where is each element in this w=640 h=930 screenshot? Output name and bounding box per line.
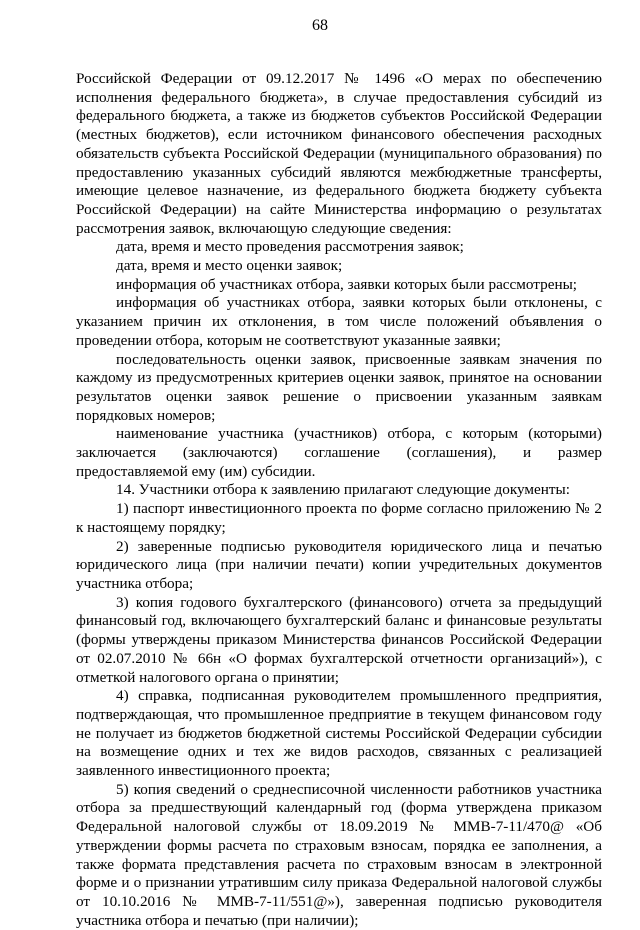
paragraph: последовательность оценки заявок, присвоенные заявкам значения по каждому из предусмотренных критериев оценки заявок, принятое на основании результатов оценки заявок решение о присвоении указанным заявкам порядковых номеров; — [76, 350, 602, 424]
paragraph: 1) паспорт инвестиционного проекта по форме согласно приложению № 2 к настоящему порядку; — [76, 500, 602, 536]
paragraph: Российской Федерации от 09.12.2017 № 1496 «О мерах по обеспечению исполнения федерального бюджета», в случае предоставления субсидий из федерального бюджета, а также из бюджетов субъектов Российской Федерации (местных бюджетов), если источником финансового обеспечения расходных обязательств субъекта Российской Федерации (муниципального образования) по предоставлению указанных субсидий являются межбюджетные трансферты, имеющие целевое назначение, из федерального бюджета бюджету субъекта Российской Федерации) на сайте Министерства информацию о результатах рассмотрения заявок, включающую следующие сведения: — [76, 70, 602, 237]
document-body — [76, 70, 602, 930]
paragraph: информация об участниках отбора, заявки которых были отклонены, с указанием причин их отклонения, в том числе положений объявления о проведении отбора, которым не соответствуют указанные заявки; — [76, 294, 602, 349]
paragraph: наименование участника (участников) отбора, с которым (которыми) заключается (заключаются) соглашение (соглашения), и размер предоставляемой ему (им) субсидии. — [76, 425, 602, 480]
paragraph: дата, время и место проведения рассмотрения заявок; — [116, 238, 464, 256]
paragraph: дата, время и место оценки заявок; — [116, 257, 343, 275]
paragraph: 3) копия годового бухгалтерского (финансового) отчета за предыдущий финансовый год, включающего бухгалтерский баланс и финансовые результаты (формы утверждены приказом Министерства финансов Российской Федерации от 02.07.2010 № 66н «О формах бухгалтерской отчетности организаций»), с отметкой налогового органа о принятии; — [76, 593, 602, 686]
paragraph: информация об участниках отбора, заявки которых были рассмотрены; — [116, 275, 578, 293]
paragraph: 5) копия сведений о среднесписочной численности работников участника отбора за предшествующий календарный год (форма утверждена приказом Федеральной налоговой службы от 18.09.2019 № ММВ-7-11/470@ «Об утверждении формы расчета по страховым взносам, порядка ее заполнения, а также формата представления расчета по страховым взносам в электронной форме и о признании утратившим силу приказа Федеральной налоговой службы от 10.10.2016 № ММВ-7-11/551@»), заверенная подписью руководителя участника отбора и печатью (при наличии); — [76, 780, 602, 929]
paragraph: 14. Участники отбора к заявлению прилагают следующие документы: — [116, 481, 570, 499]
paragraph: 4) справка, подписанная руководителем промышленного предприятия, подтверждающая, что промышленное предприятие в текущем финансовом году не получает из бюджетов бюджетной системы Российской Федерации субсидии на возмещение одних и тех же видов расходов, связанных с реализацией заявленного инвестиционного проекта; — [76, 687, 602, 780]
page-number: 68 — [312, 17, 328, 34]
paragraph: 2) заверенные подписью руководителя юридического лица и печатью юридического лица (при наличии печати) копии учредительных документов участника отбора; — [76, 537, 602, 592]
